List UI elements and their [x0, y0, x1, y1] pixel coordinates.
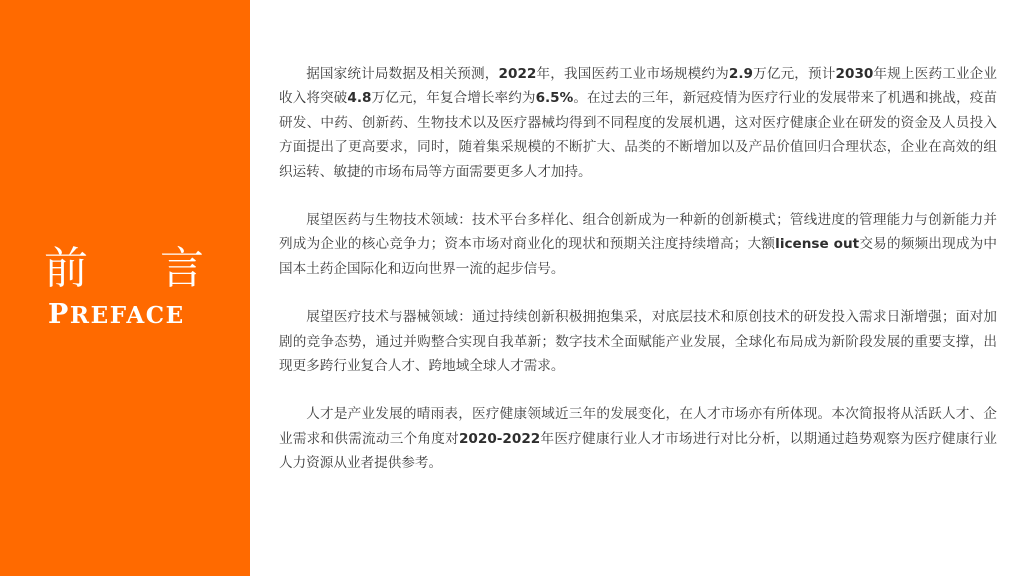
title-chinese [44, 243, 204, 295]
bold-term: license out [775, 236, 860, 253]
bold-number: 4.8 [347, 90, 372, 107]
text-span: 人才是产业发展的晴雨表，医疗健康领域近三年的发展变化，在人才市场亦有所体现。本次简报将从活跃人才、企业需求和供需流动三个角度对 [279, 406, 997, 447]
paragraph-3 [279, 305, 997, 378]
text-span: 交易的频频出现成为中国本土药企国际化和迈向世界一流的起步信号。 [279, 236, 998, 277]
text-span: 。在过去的三年，新冠疫情为医疗行业的发展带来了机遇和挑战，疫苗研发、中药、创新药、生物技术以及医疗器械均得到不同程度的发展机遇，这对医疗健康企业在研发的资金及人员投入方面提出了更高要求，同时，随着集采规模的不断扩大、品类的不断增加以及产品价值回归合理状态，企业在高效的组织运转、敏捷的市场布局等方面需要更多人才加持。 [279, 90, 998, 180]
title-char-2: 言 [160, 243, 204, 294]
left-orange-panel [0, 0, 250, 576]
bold-number: 6.5% [535, 90, 574, 107]
preface-body [279, 62, 997, 476]
bold-number: 2030 [835, 66, 874, 82]
bold-number: 2022 [498, 66, 537, 82]
text-span: 年，我国医药工业市场规模约为 [536, 66, 729, 82]
bold-number: 2.9 [728, 66, 753, 82]
title-en-initial: P [48, 299, 70, 330]
text-span: 万亿元，年复合增长率约为 [371, 90, 536, 107]
title-english [48, 301, 185, 330]
text-span: 年医疗健康行业人才市场进行对比分析，以期通过趋势观察为医疗健康行业人力资源从业者提供参考。 [279, 430, 998, 472]
text-span: 展望医药与生物技术领域：技术平台多样化、组合创新成为一种新的创新模式；管线进度的管理能力与创新能力并列成为企业的核心竞争力；资本市场对商业化的现状和预期关注度持续增高；大额 [279, 212, 997, 253]
text-span: 年规上医药工业企业收入将突破 [279, 66, 998, 107]
paragraph-4 [279, 402, 997, 475]
bold-number: 2020-2022 [458, 430, 541, 447]
title-char-1: 前 [44, 243, 88, 294]
title-en-rest: REFACE [69, 302, 185, 329]
text-span: 据国家统计局数据及相关预测， [306, 66, 499, 82]
paragraph-1 [279, 62, 997, 184]
text-span: 展望医疗技术与器械领域：通过持续创新积极拥抱集采，对底层技术和原创技术的研发投入需求日渐增强；面对加剧的竞争态势，通过并购整合实现自我革新；数字技术全面赋能产业发展，全球化布局成为新阶段发展的重要支撑，出现更多跨行业复合人才、跨地域全球人才需求。 [279, 309, 997, 375]
paragraph-2 [279, 208, 997, 281]
text-span: 万亿元，预计 [752, 66, 836, 82]
